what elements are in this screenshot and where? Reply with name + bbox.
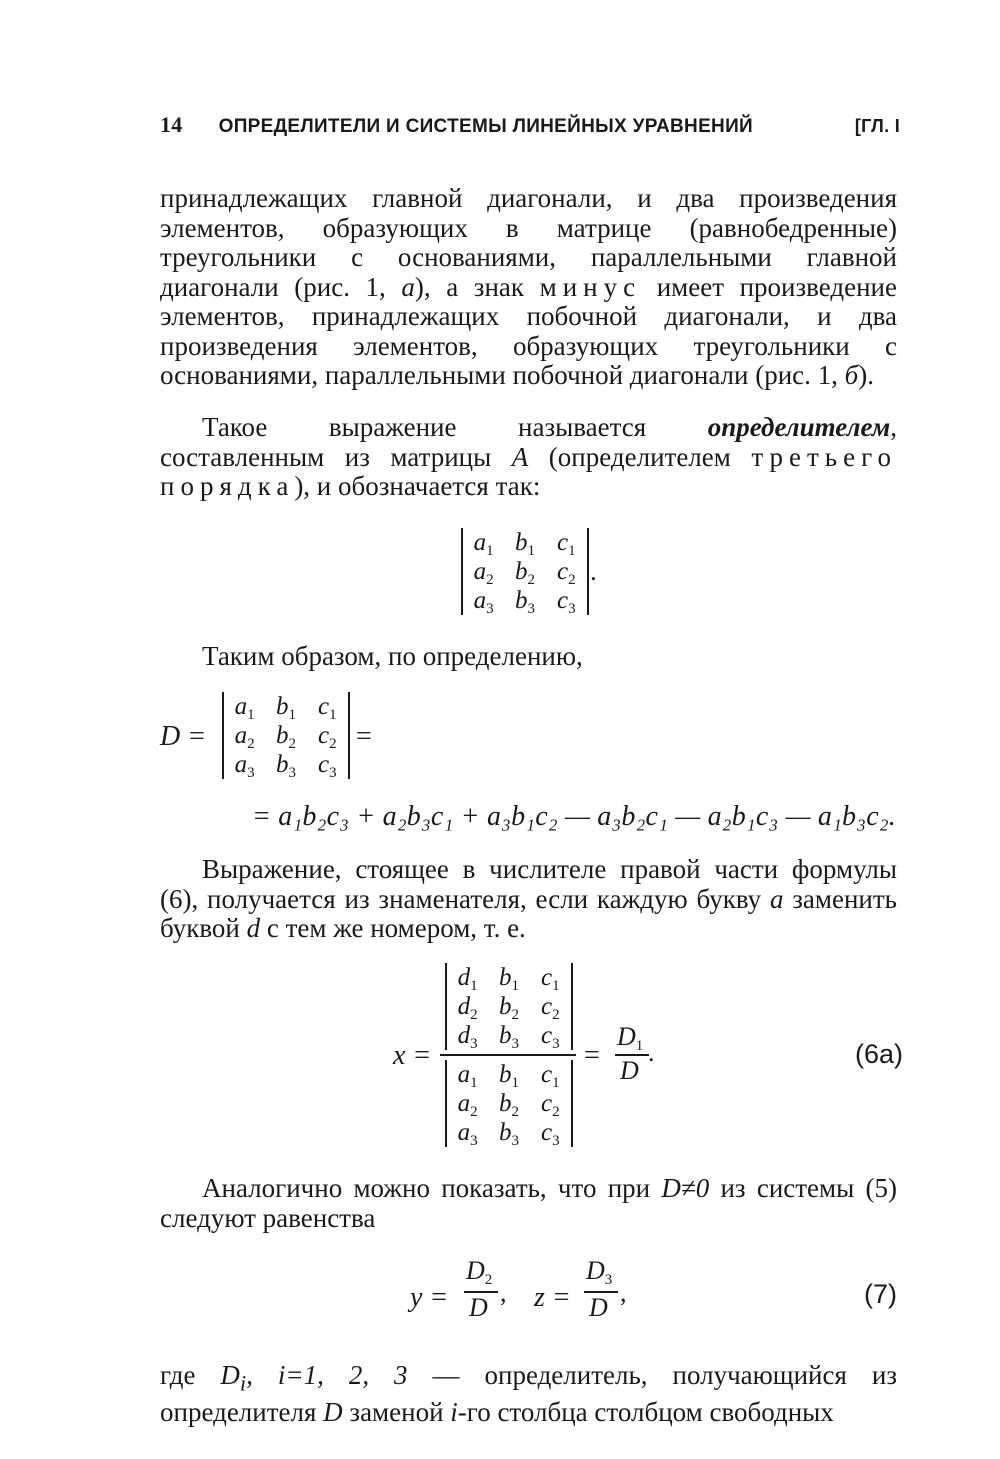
- para2-text-4: ), и обозначается так:: [294, 471, 541, 501]
- paragraph-6: [160, 1361, 897, 1427]
- symbol-D: D: [323, 1396, 343, 1427]
- para4-text-2: заменить буквой: [160, 883, 897, 943]
- eq7-z: z =: [534, 1282, 571, 1313]
- para4-text-3: с тем же номером, т. е.: [260, 913, 526, 943]
- running-title: ОПРЕДЕЛИТЕЛИ И СИСТЕМЫ ЛИНЕЙНЫХ УРАВНЕНИЙ: [218, 116, 753, 137]
- fraction-bar-6a: [440, 1054, 576, 1056]
- letter-d: d: [246, 913, 261, 943]
- para1-text-3: имеет произведение элементов, принадлежащих побочной диагонали, и два произведения элементов, образующих треугольники с основаниями, параллельными побочной диагонали (рис. 1,: [160, 271, 897, 390]
- lhs-x: x =: [393, 1040, 432, 1071]
- eq6a-equals: =: [584, 1040, 600, 1071]
- para1-text-1: принадлежащих главной диагонали, и два произведения элементов, образующих в матрице (равнобедренные) треугольники с основаниями, параллельными главной диагонали (рис. 1,: [160, 183, 897, 302]
- eq7-comma-1: ,: [500, 1278, 507, 1307]
- eq7-z-numerator: $D_3$: [586, 1256, 613, 1288]
- para1-text-2: ), а знак: [414, 271, 540, 302]
- paragraph-1: [160, 184, 897, 391]
- para6-text-3: — определитель, получающийся из определителя: [160, 1360, 897, 1427]
- lhs-D: D =: [160, 721, 207, 752]
- para6-text-2: ,: [246, 1360, 278, 1390]
- paragraph-4: [160, 855, 897, 944]
- symbol-i: i: [450, 1396, 458, 1427]
- paragraph-5: [160, 1174, 897, 1233]
- equation-label-6a: (6a): [855, 1039, 904, 1069]
- chapter-marker: [ГЛ. I: [854, 116, 900, 136]
- eq7-z-denominator: D: [589, 1293, 608, 1322]
- rhs-equals: =: [356, 721, 372, 752]
- para6-text-4: заменой: [342, 1396, 451, 1427]
- fig-ref-b: б: [844, 360, 859, 390]
- spaced-word-minus: минус: [539, 271, 642, 302]
- para6-text-1: где: [160, 1360, 221, 1390]
- paragraph-3: Таким образом, по определению,: [202, 641, 583, 671]
- running-head: [160, 112, 900, 138]
- determinant-denominator: $a_1$ $b_1$ $c_1$ $a_2$ $b_2$ $c_2$ $a_3$ $b_3$ $c_3$: [445, 1060, 573, 1147]
- eq7-y-numerator: $D_2$: [466, 1256, 493, 1288]
- para2-text-1: Такое выражение называется: [202, 412, 708, 442]
- determinant-D: $a_1$ $b_1$ $c_1$ $a_2$ $b_2$ $c_2$ $a_3$ $b_3$ $c_3$: [222, 692, 350, 779]
- eq7-comma-2: ,: [620, 1278, 627, 1307]
- condition-D-nonzero: D≠0: [661, 1173, 710, 1203]
- para5-text-1: Аналогично можно показать, что при: [202, 1173, 662, 1203]
- para5-text-2: из системы (5) следуют равенства: [160, 1173, 897, 1233]
- eq6a-period: .: [648, 1038, 655, 1067]
- para6-text-5: -го столбца столбцом свободных: [457, 1396, 834, 1427]
- determinant-numerator: $d_1$ $b_1$ $c_1$ $d_2$ $b_2$ $c_2$ $d_3$ $b_3$ $c_3$: [445, 963, 573, 1050]
- page-number: 14: [160, 112, 183, 137]
- paragraph-2: [160, 413, 897, 502]
- para4-text-1: Выражение, стоящее в числителе правой части формулы (6), получается из знаменателя, если каждую букву: [160, 854, 897, 914]
- eq6a-denominator: D: [620, 1056, 639, 1085]
- para2-text-3: (определителем: [528, 441, 752, 472]
- matrix-symbol: A: [511, 441, 529, 472]
- letter-a: a: [769, 883, 784, 914]
- para1-text-4: ).: [858, 360, 874, 390]
- spaced-third-order: третьего порядка: [160, 441, 897, 501]
- eq7-y: y =: [410, 1282, 449, 1313]
- determinant-display: $a_1$ $b_1$ $c_1$ $a_2$ $b_2$ $c_2$ $a_3$ $b_3$ $c_3$: [461, 528, 589, 615]
- term-determinant: определителем: [707, 412, 891, 442]
- symbol-Di: $D_i$: [220, 1360, 247, 1396]
- eq6a-numerator: $D_1$: [617, 1022, 644, 1054]
- index-range: i=1, 2, 3: [277, 1360, 408, 1390]
- det1-period: .: [590, 556, 597, 586]
- fig-ref-a: а: [401, 271, 415, 302]
- eq7-y-denominator: D: [469, 1293, 488, 1322]
- det-expansion: = a₁b₂c₃ + a₂b₃c₁ + a₃b₁c₂ — a₃b₂c₁ — a₂b₁c₃ — a₁b₃c₂.: [252, 801, 896, 832]
- equation-label-7: (7): [864, 1279, 897, 1309]
- para2-text-2: , составленным из матрицы: [160, 412, 897, 472]
